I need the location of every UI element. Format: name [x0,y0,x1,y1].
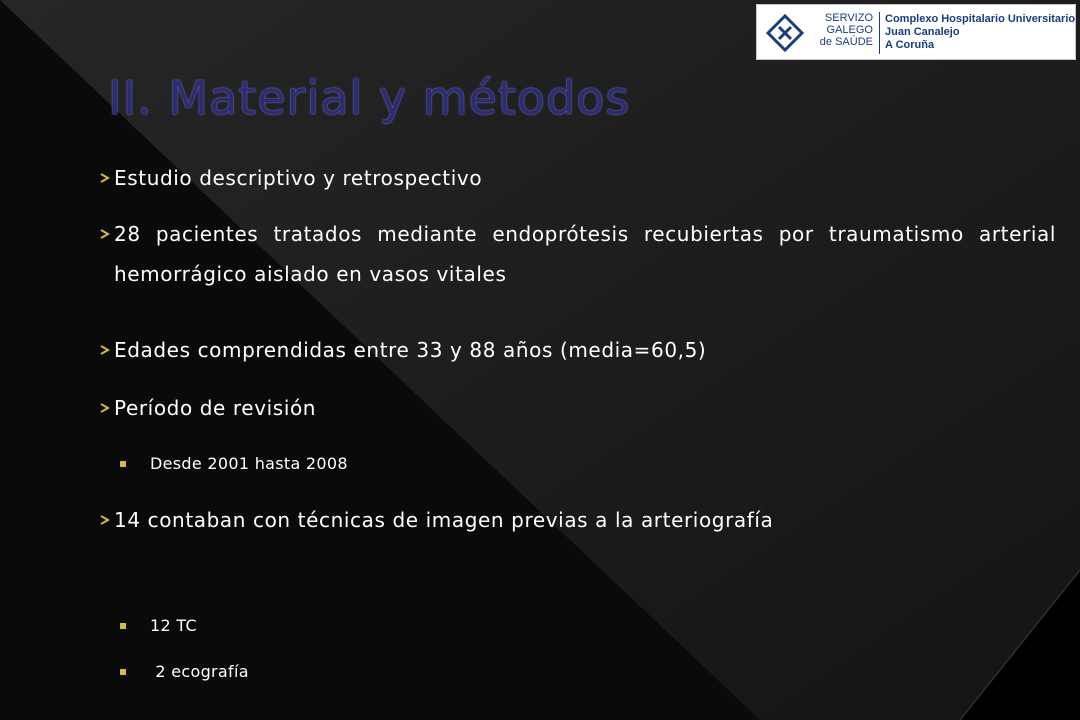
bullet-text: 14 contaban con técnicas de imagen previas a la arteriografía [114,508,774,532]
arrow-bullet-icon [100,173,110,183]
sergas-logo-icon [765,13,805,53]
sub-bullet-item [120,662,1080,682]
hospital-wordmark [885,13,1075,52]
sergas-wordmark [807,12,873,48]
bullet-item [86,214,1056,294]
logo-hospital-line2: Juan Canalejo [885,26,960,38]
hospital-logo [756,4,1076,60]
bullet-item [86,388,1056,428]
logo-hospital-line3: A Coruña [885,39,935,51]
logo-org-line2: GALEGO [826,24,873,36]
bullet-text: Edades comprendidas entre 33 y 88 años (media=60,5) [114,338,707,362]
bullet-item [86,330,1056,370]
square-bullet-icon [120,669,126,675]
logo-divider [879,12,880,54]
sub-bullet-text: 12 TC [150,616,197,635]
sub-bullet-item [120,616,1080,636]
bullet-text: Período de revisión [114,396,317,420]
arrow-bullet-icon [100,403,110,413]
logo-hospital-line1: Complexo Hospitalario Universitario [885,13,1076,25]
bullet-text: Estudio descriptivo y retrospectivo [114,166,483,190]
sub-bullet-item [120,454,1080,474]
square-bullet-icon [120,623,126,629]
sub-bullet-text: Desde 2001 hasta 2008 [150,454,348,473]
slide-title: II. Material y métodos [108,71,631,125]
arrow-bullet-icon [100,515,110,525]
logo-org-line1: SERVIZO [824,12,873,24]
arrow-bullet-icon [100,229,110,239]
square-bullet-icon [120,461,126,467]
bullet-item [86,500,1056,540]
logo-org-line3: de SAÚDE [819,36,873,48]
arrow-bullet-icon [100,345,110,355]
sub-bullet-text: 2 ecografía [150,662,249,681]
bullet-item [86,158,1056,198]
bullet-text: 28 pacientes tratados mediante endoprótesis recubiertas por traumatismo arterial hemorrágico aislado en vasos vitales [114,222,1056,286]
